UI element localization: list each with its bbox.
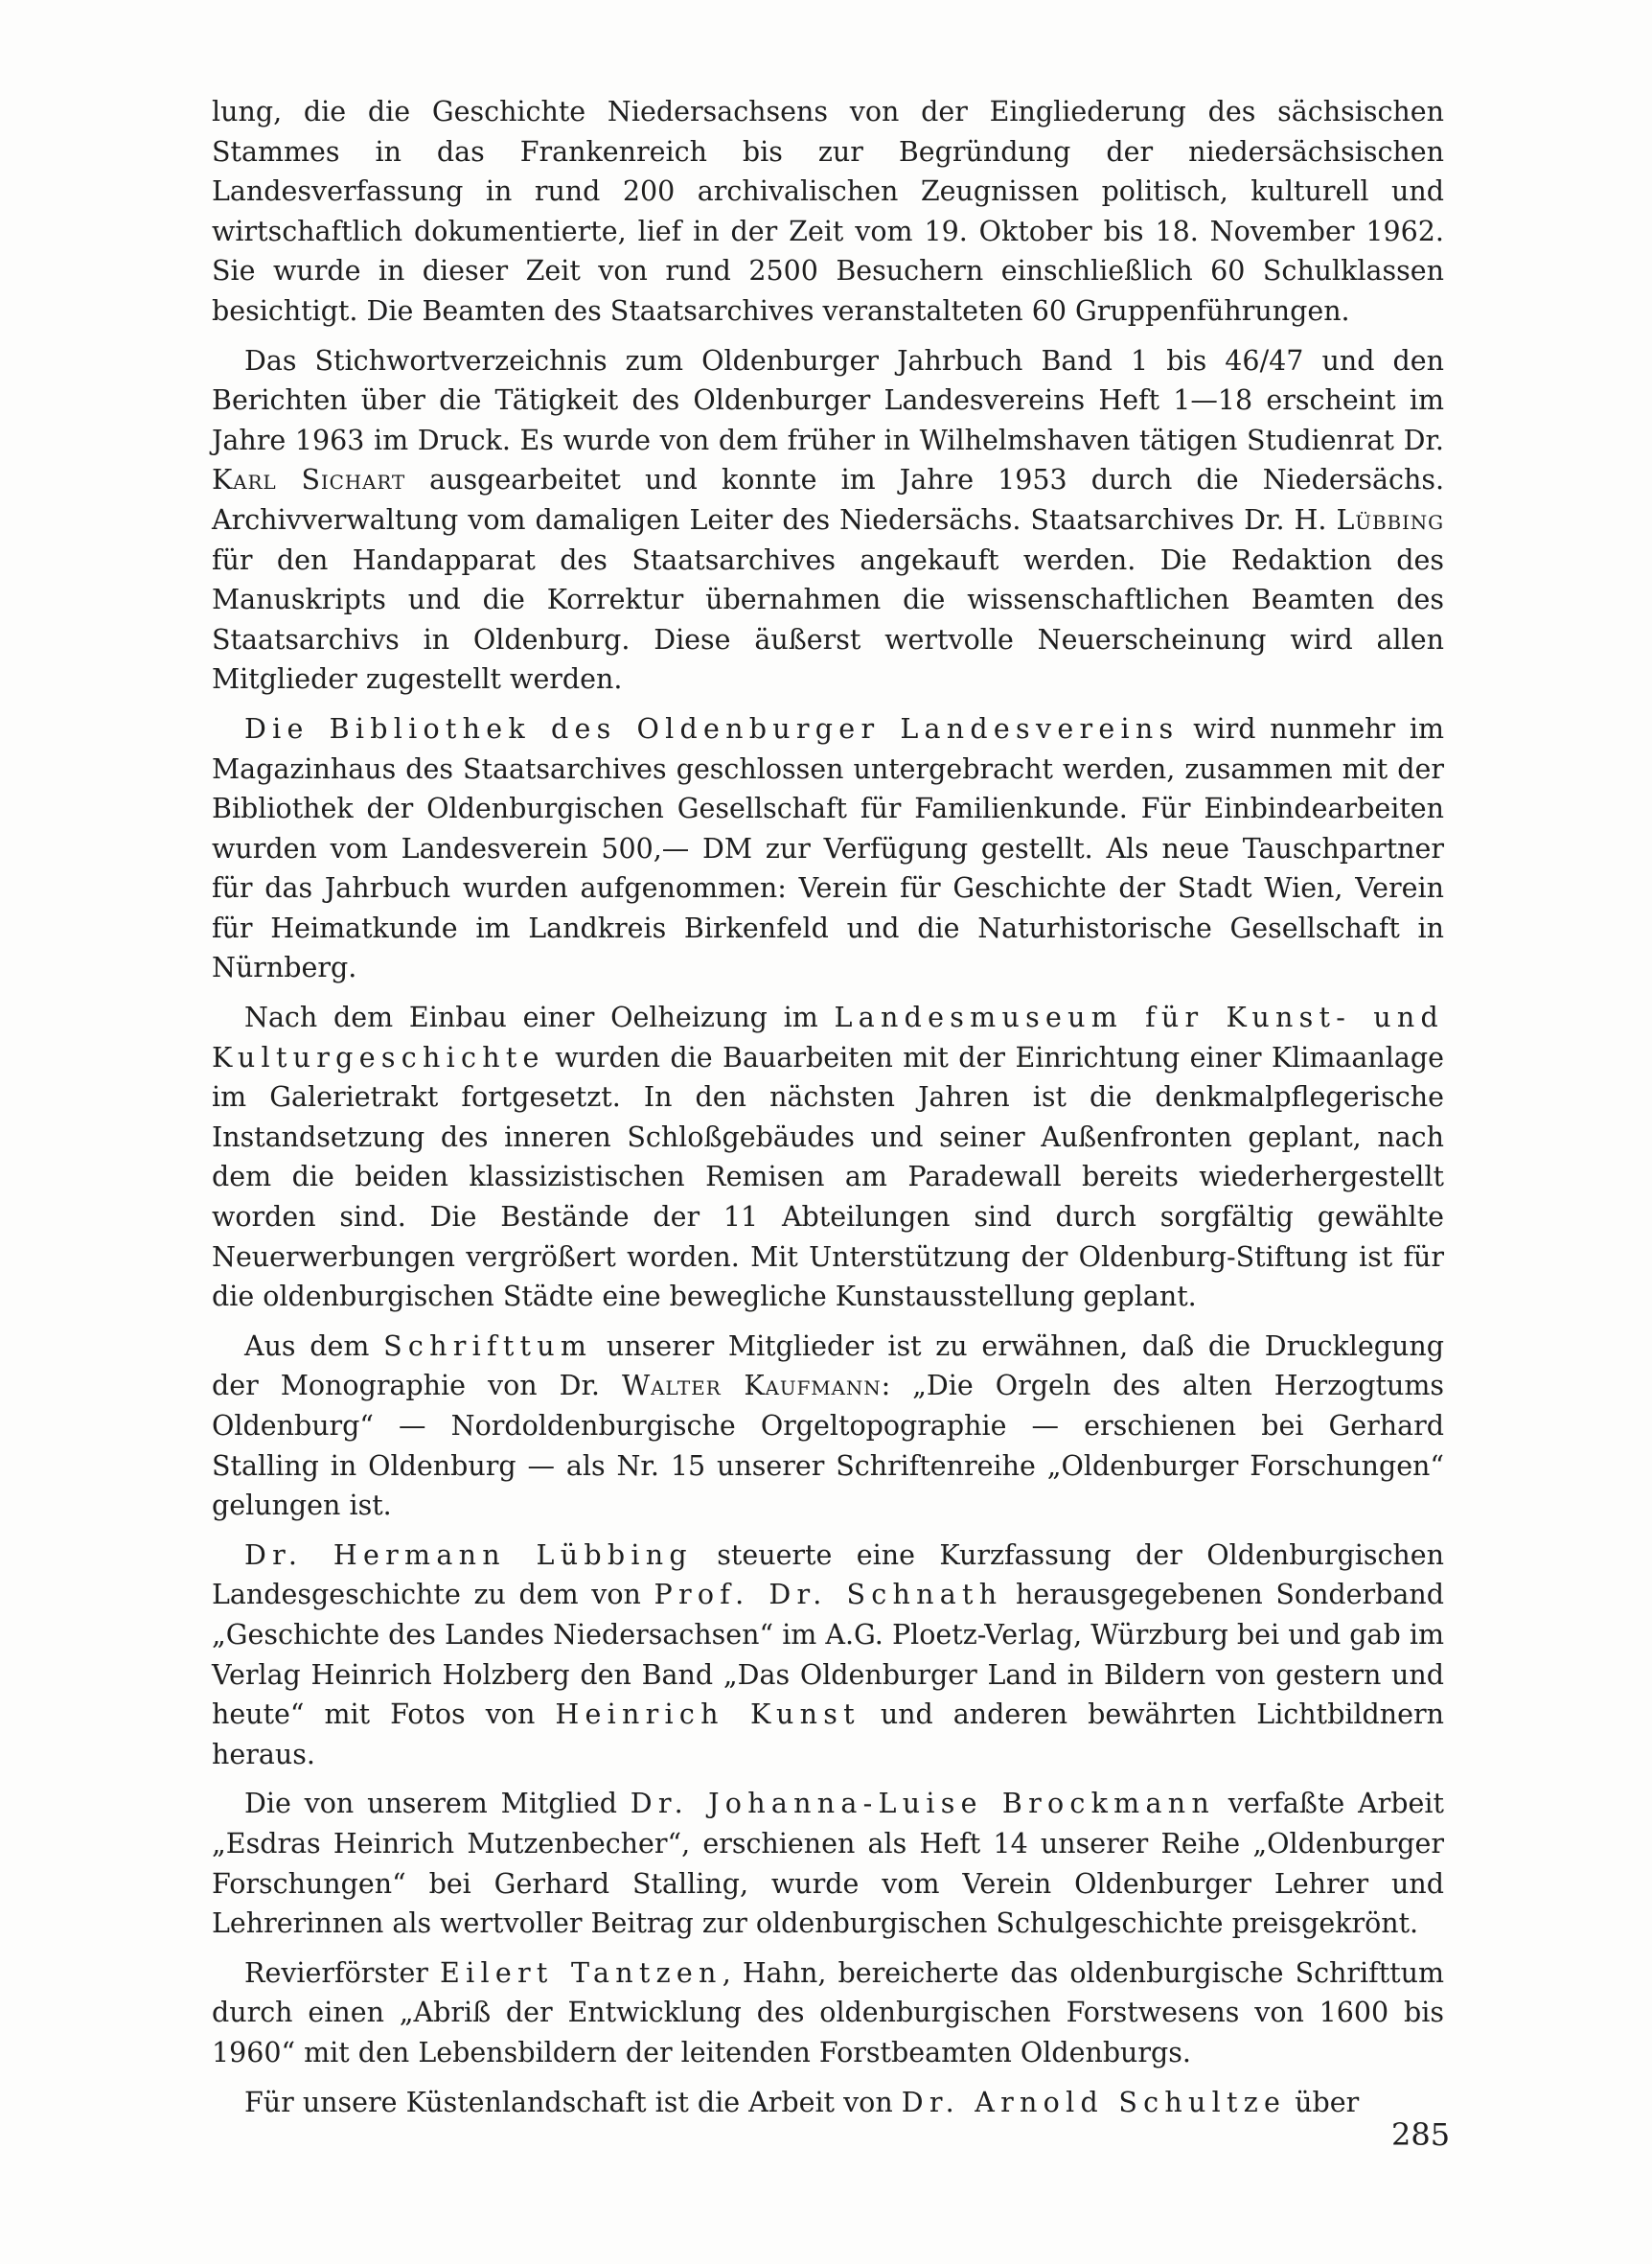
text-span: Das Stichwortverzeichnis zum Oldenburger Jahrbuch Band 1 bis 46/47 und den Berichten über die Tätigkeit des Oldenburger Landesvereins Heft 1—18 erscheint im Jahre 1963 im Druck. Es wurde von dem früher in Wilhelmshaven tätigen Studienrat Dr. [212,344,1444,456]
paragraph-2 [212,341,1444,700]
text-span: und anderen bewährten Lichtbildnern heraus. [212,1698,1444,1770]
paragraph-3 [212,709,1444,988]
paragraph-6 [212,1536,1444,1775]
paragraph-4 [212,998,1444,1317]
body-text [212,92,1444,2132]
text-span: steuerte eine Kurzfassung der Oldenburgischen Landesgeschichte zu dem von [212,1538,1444,1611]
text-span: herausgegebenen Sonderband „Geschichte des Landes Niedersachsen“ im A.G. Ploetz-Verlag, Würzburg bei und gab im Verlag Heinrich Holzberg den Band „Das Oldenburger Land in Bildern von gestern und heute“ mit Fotos von [212,1579,1445,1731]
spaced-name: Dr. Arnold Schultze [901,2086,1287,2118]
spaced-name: Heinrich Kunst [555,1698,860,1731]
text-span: unserer Mitglieder ist zu erwähnen, daß die Drucklegung der Monographie von Dr. [212,1329,1444,1402]
text-span: : „Die Orgeln des alten Herzogtums Oldenburg“ — Nordoldenburgische Orgeltopographie — erschienen bei Gerhard Stalling in Oldenburg — als Nr. 15 unserer Schriftenreihe „Oldenburger Forschungen“ gelungen ist. [212,1370,1444,1522]
text-span: wird nunmehr im Magazinhaus des Staatsarchives geschlossen untergebracht werden, zusammen mit der Bibliothek der Oldenburgischen Gesellschaft für Familienkunde. Für Einbindearbeiten wurden vom Landesverein 500,— DM zur Verfügung gestellt. Als neue Tauschpartner für das Jahrbuch wurden aufgenommen: Verein für Geschichte der Stadt Wien, Verein für Heimatkunde im Landkreis Birkenfeld und die Naturhistorische Gesellschaft in Nürnberg. [212,712,1444,984]
text-span: lung, die die Geschichte Niedersachsens von der Eingliederung des sächsischen Stammes in das Frankenreich bis zur Begründung der niedersächsischen Landesverfassung in rund 200 archivalischen Zeugnissen politisch, kulturell und wirtschaftlich dokumentierte, lief in der Zeit vom 19. Oktober bis 18. November 1962. Sie wurde in dieser Zeit von rund 2500 Besuchern einschließlich 60 Schulklassen besichtigt. Die Beamten des Staatsarchives veranstalteten 60 Gruppenführungen. [212,96,1444,327]
spaced-heading: Die Bibliothek des Oldenburger Landesvereins [244,712,1180,745]
text-span: Nach dem Einbau einer Oelheizung im [244,1002,835,1034]
paragraph-8 [212,1953,1444,2073]
author-name: Walter Kaufmann [621,1370,882,1402]
paragraph-7 [212,1784,1444,1943]
text-span: Die von unserem Mitglied [244,1788,631,1820]
text-span: Für unsere Küstenlandschaft ist die Arbeit von [244,2086,902,2118]
paragraph-1 [212,92,1444,332]
spaced-heading: Landesmuseum für Kunst- und Kulturgeschichte [212,1002,1444,1074]
paragraph-5 [212,1327,1444,1526]
paragraph-9 [212,2083,1444,2123]
text-span: Aus dem [244,1329,384,1362]
author-name: Karl Sichart [212,464,406,497]
author-name: Lübbing [1336,503,1444,536]
page-number: 285 [1391,2116,1451,2153]
text-span: wurden die Bauarbeiten mit der Einrichtung einer Klimaanlage im Galerietrakt fortgesetzt. In den nächsten Jahren ist die denkmalpflegerische Instandsetzung des inneren Schloßgebäudes und seiner Außenfronten geplant, nach dem die beiden klassizistischen Remisen am Paradewall bereits wiederhergestellt worden sind. Die Bestände der 11 Abteilungen sind durch sorgfältig gewählte Neuerwerbungen vergrößert worden. Mit Unterstützung der Oldenburg-Stiftung ist für die oldenburgischen Städte eine bewegliche Kunstausstellung geplant. [212,1041,1444,1313]
spaced-name: Prof. Dr. Schnath [654,1579,1003,1611]
spaced-heading: Schrifttum [383,1329,593,1362]
text-span: ausgearbeitet und konnte im Jahre 1953 durch die Niedersächs. Archivverwaltung vom damaligen Leiter des Niedersächs. Staatsarchives Dr. H. [212,464,1444,536]
spaced-name: Dr. Johanna-Luise Brockmann [630,1788,1215,1820]
text-span: für den Handapparat des Staatsarchives angekauft werden. Die Redaktion des Manuskripts und die Korrektur übernahmen die wissenschaftlichen Beamten des Staatsarchivs in Oldenburg. Diese äußerst wertvolle Neuerscheinung wird allen Mitglieder zugestellt werden. [212,543,1444,696]
text-span: , Hahn, bereicherte das oldenburgische Schrifttum durch einen „Abriß der Entwicklung des oldenburgischen Forstwesens von 1600 bis 1960“ mit den Lebensbildern der leitenden Forstbeamten Oldenburgs. [212,1956,1444,2068]
text-span: verfaßte Arbeit „Esdras Heinrich Mutzenbecher“, erschienen als Heft 14 unserer Reihe „Oldenburger Forschungen“ bei Gerhard Stalling, wurde vom Verein Oldenburger Lehrer und Lehrerinnen als wertvoller Beitrag zur oldenburgischen Schulgeschichte preisgekrönt. [212,1788,1444,1940]
text-span: Revierförster [244,1956,441,1989]
spaced-name: Eilert Tantzen [440,1956,723,1989]
text-span: über [1286,2086,1360,2118]
spaced-name: Dr. Hermann Lübbing [244,1538,693,1571]
